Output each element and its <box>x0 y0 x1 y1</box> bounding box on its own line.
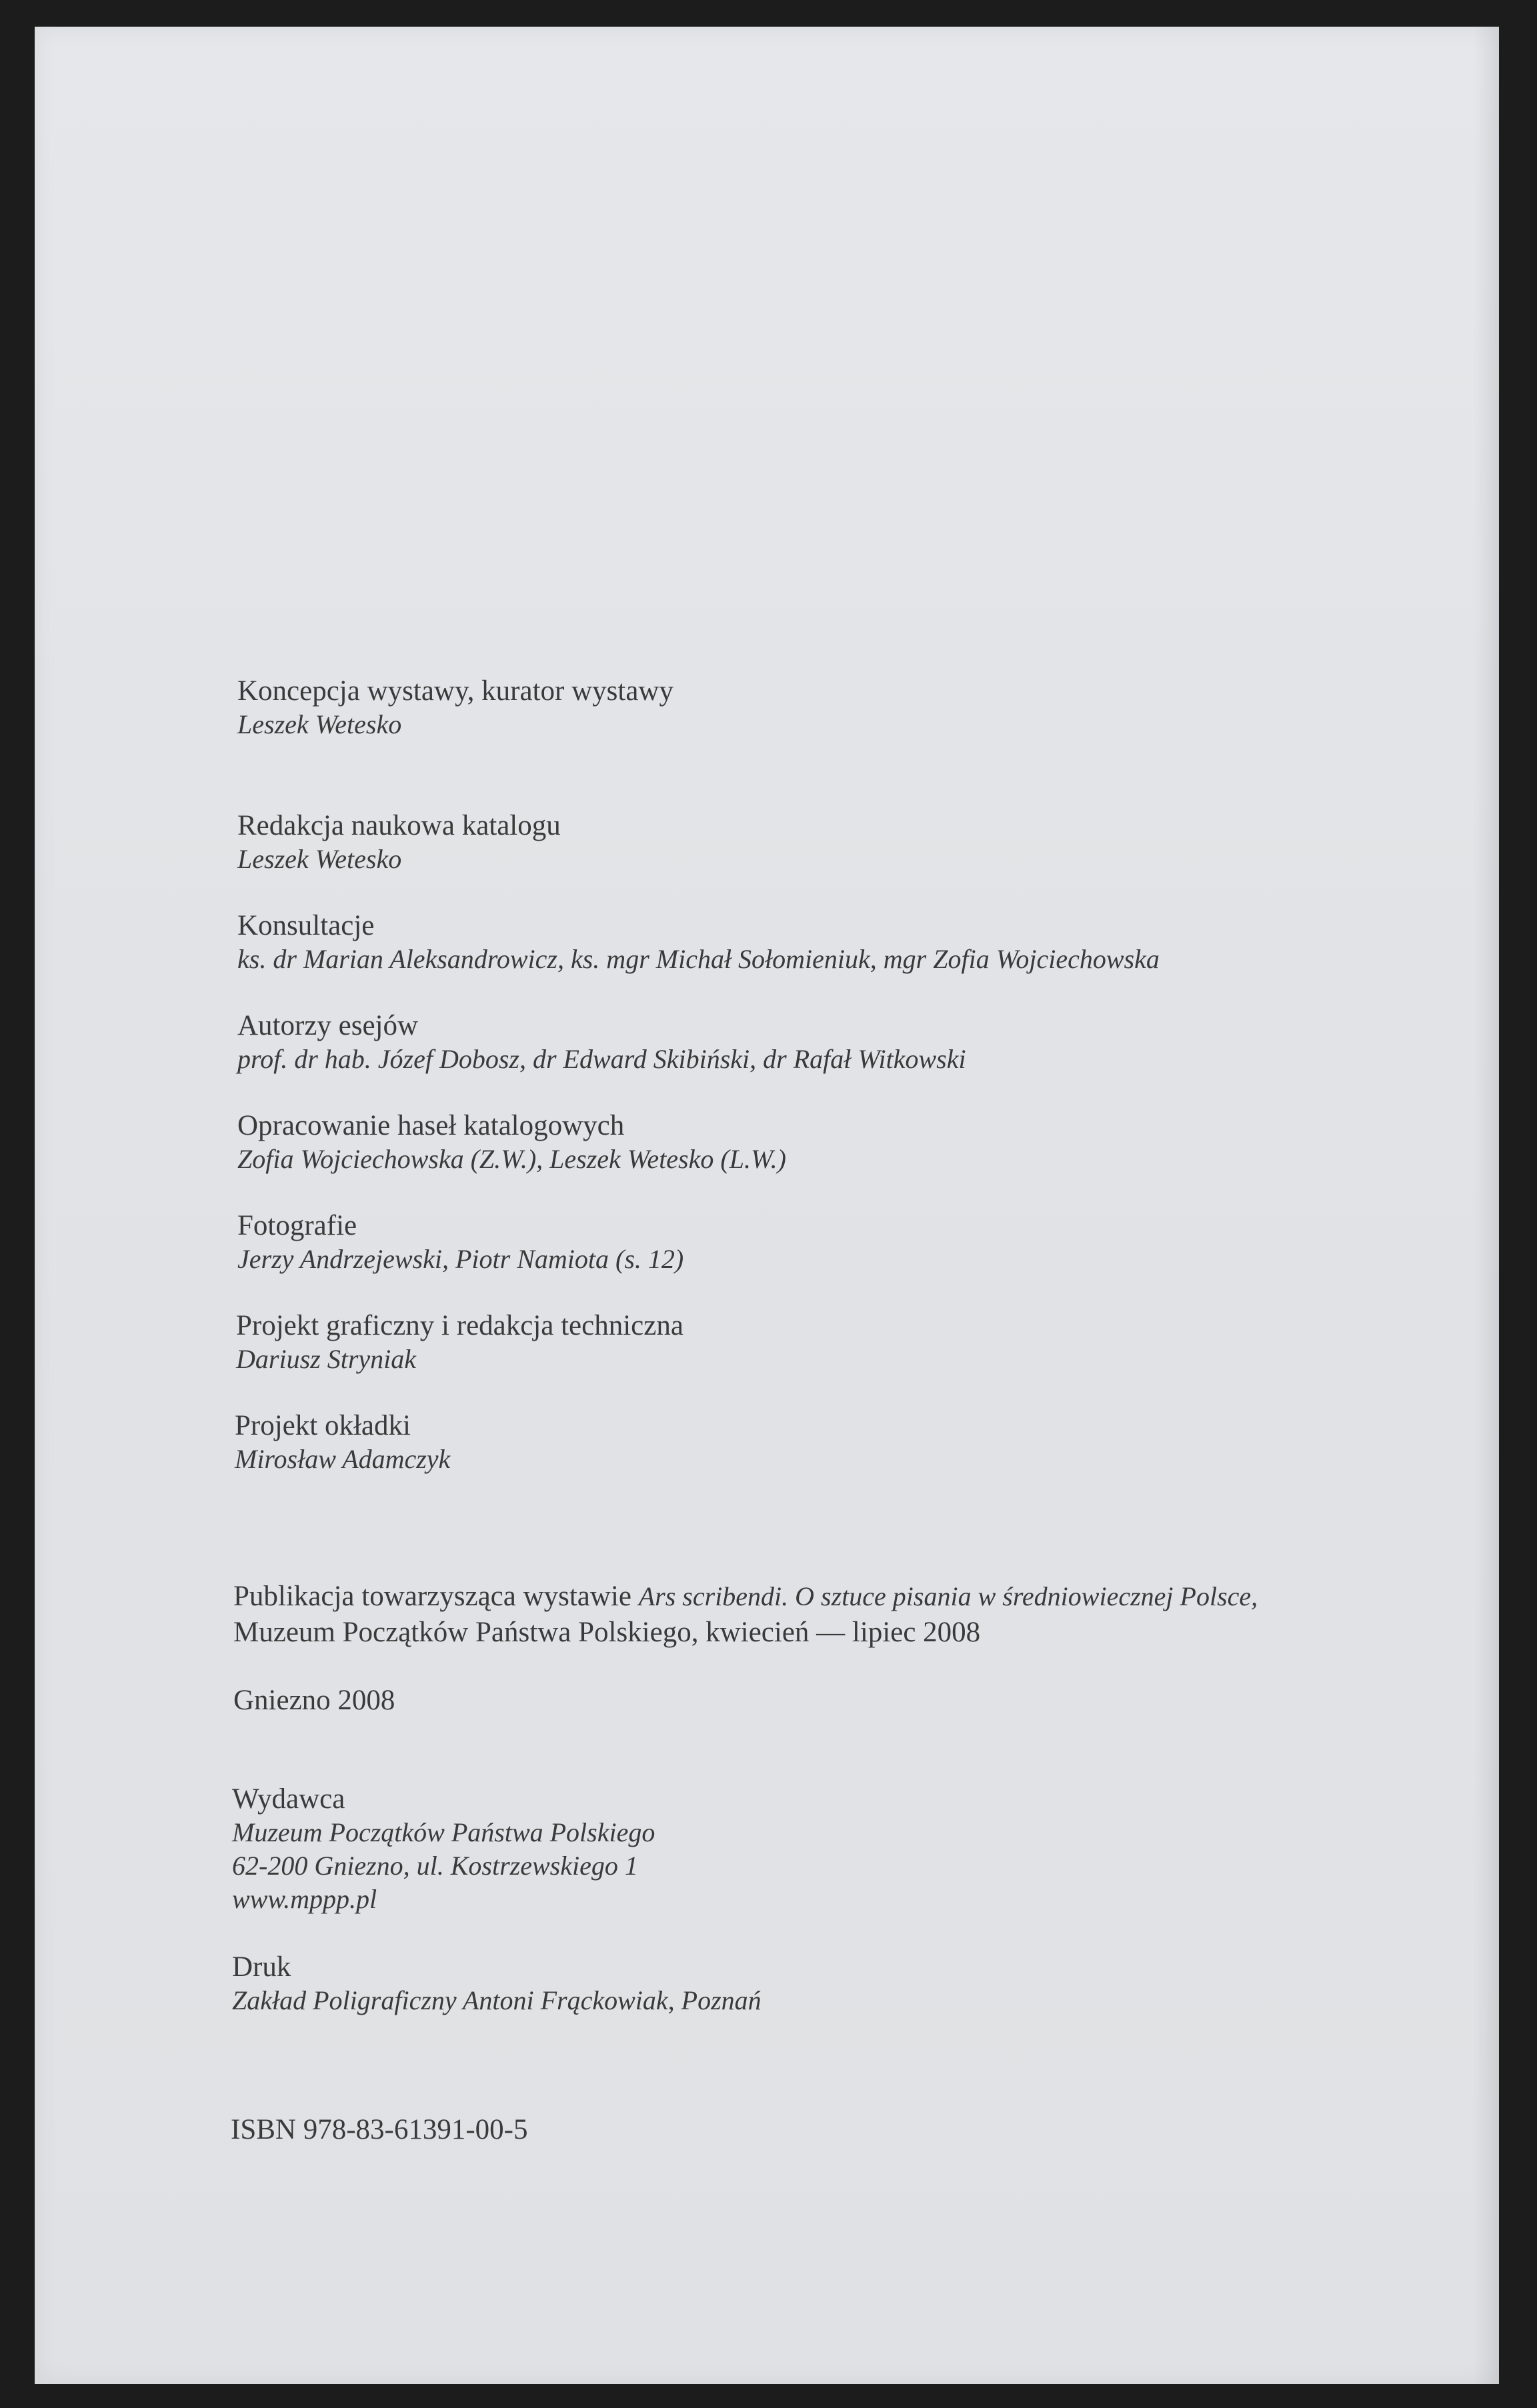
credit-scientific-editing-value: Leszek Wetesko <box>237 844 402 874</box>
credit-graphic-design-label: Projekt graficzny i redakcja techniczna <box>236 1310 683 1341</box>
paper-page <box>35 27 1499 2384</box>
credit-photos-value: Jerzy Andrzejewski, Piotr Namiota (s. 12) <box>237 1244 684 1274</box>
credit-consultation-label: Konsultacje <box>237 910 375 941</box>
credit-consultation <box>237 909 1160 976</box>
publisher-label: Wydawca <box>232 1783 345 1815</box>
credit-scientific-editing-label: Redakcja naukowa katalogu <box>237 810 561 841</box>
exhibition-title: Ars scribendi. O sztuce pisania w średniowiecznej Polsce, <box>638 1581 1258 1611</box>
credit-catalog-entries <box>237 1109 786 1176</box>
credit-scientific-editing <box>237 809 561 876</box>
credit-photos-label: Fotografie <box>237 1210 357 1241</box>
credit-graphic-design-value: Dariusz Stryniak <box>236 1344 416 1374</box>
publication-note <box>233 1579 1258 1651</box>
credit-catalog-entries-label: Opracowanie haseł katalogowych <box>237 1110 625 1141</box>
isbn-block <box>231 2113 528 2147</box>
credit-concept <box>237 675 673 741</box>
publication-line-1 <box>233 1579 1258 1615</box>
printer-block <box>232 1951 761 2017</box>
credit-concept-label: Koncepcja wystawy, kurator wystawy <box>237 675 673 707</box>
credit-catalog-entries-value: Zofia Wojciechowska (Z.W.), Leszek Wetesko (L.W.) <box>237 1144 786 1174</box>
printer-value: Zakład Poligraficzny Antoni Frąckowiak, Poznań <box>232 1985 761 2015</box>
place-year-text: Gniezno 2008 <box>233 1685 395 1716</box>
credit-cover-design <box>235 1409 450 1476</box>
publication-prefix: Publikacja towarzysząca wystawie <box>233 1581 639 1612</box>
publisher-name: Muzeum Początków Państwa Polskiego <box>232 1817 655 1847</box>
printer-label: Druk <box>232 1951 291 1983</box>
publisher-address: 62-200 Gniezno, ul. Kostrzewskiego 1 <box>232 1851 638 1881</box>
credit-essay-authors-value: prof. dr hab. Józef Dobosz, dr Edward Skibiński, dr Rafał Witkowski <box>237 1044 966 1074</box>
credit-essay-authors <box>237 1009 966 1076</box>
credit-photos <box>237 1209 683 1276</box>
credit-essay-authors-label: Autorzy esejów <box>237 1010 419 1041</box>
paper-edge-shadow <box>1472 27 1499 2384</box>
credit-consultation-value: ks. dr Marian Aleksandrowicz, ks. mgr Michał Sołomieniuk, mgr Zofia Wojciechowska <box>237 944 1160 974</box>
place-year <box>233 1684 395 1717</box>
credit-cover-design-value: Mirosław Adamczyk <box>235 1444 451 1474</box>
publication-line-2: Muzeum Początków Państwa Polskiego, kwiecień — lipiec 2008 <box>233 1617 981 1648</box>
publisher-block <box>232 1783 655 1916</box>
isbn-text: ISBN 978-83-61391-00-5 <box>231 2114 528 2145</box>
publisher-website: www.mppp.pl <box>232 1884 377 1914</box>
credit-cover-design-label: Projekt okładki <box>235 1410 411 1441</box>
credit-graphic-design <box>236 1309 683 1376</box>
credit-concept-value: Leszek Wetesko <box>237 709 402 739</box>
